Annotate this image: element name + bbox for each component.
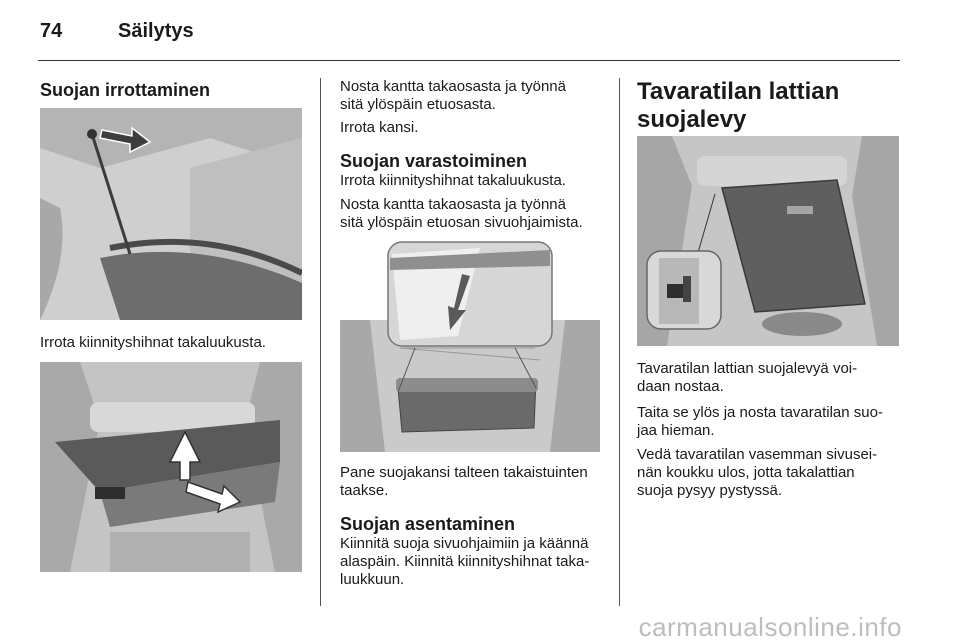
column-divider	[619, 78, 620, 606]
instruction-text	[637, 446, 877, 500]
text-line: daan nostaa.	[637, 378, 724, 395]
instruction-text	[340, 196, 583, 232]
section-title	[637, 78, 839, 134]
watermark: carmanualsonline.info	[638, 612, 902, 642]
floor-panel-hook-illustration	[637, 136, 899, 346]
tailgate-open-arrow-illustration	[40, 108, 302, 320]
running-title: Säilytys	[118, 20, 194, 42]
text-line: Vedä tavaratilan vasemman sivusei-	[637, 446, 878, 463]
cover-storage-detail-illustration	[340, 240, 600, 452]
text-line: nän koukku ulos, jotta takalattian	[637, 464, 855, 481]
cover-lift-arrows-illustration	[40, 362, 302, 572]
text-line: Pane suojakansi talteen takaistuinten	[340, 464, 588, 481]
section-heading: Suojan asentaminen	[340, 514, 516, 534]
column-divider	[320, 78, 321, 606]
text-line: Kiinnitä suoja sivuohjaimiin ja käännä	[340, 535, 589, 552]
instruction-text	[637, 360, 857, 396]
title-line: suojalevy	[637, 106, 747, 133]
instruction-text: Irrota kiinnityshihnat takaluukusta.	[340, 172, 566, 189]
text-line: Tavaratilan lattian suojalevyä voi-	[637, 360, 858, 377]
text-line: Taita se ylös ja nosta tavaratilan suo-	[637, 404, 883, 421]
section-heading: Suojan irrottaminen	[40, 80, 211, 100]
title-line: Tavaratilan lattian	[637, 78, 840, 105]
text-line: jaa hieman.	[637, 422, 715, 439]
text-line: alaspäin. Kiinnitä kiinnityshihnat taka-	[340, 553, 590, 570]
instruction-text	[340, 78, 566, 114]
instruction-text	[637, 404, 883, 440]
instruction-text: Irrota kiinnityshihnat takaluukusta.	[40, 334, 266, 351]
text-line: sitä ylöspäin etuosan sivuohjaimista.	[340, 214, 583, 231]
text-line: sitä ylöspäin etuosasta.	[340, 96, 496, 113]
text-line: taakse.	[340, 482, 389, 499]
text-line: suoja pysyy pystyssä.	[637, 482, 783, 499]
header-rule	[38, 60, 900, 61]
instruction-text	[340, 535, 589, 589]
text-line: Nosta kantta takaosasta ja työnnä	[340, 78, 566, 95]
instruction-text: Irrota kansi.	[340, 119, 419, 136]
text-line: luukkuun.	[340, 571, 405, 588]
text-line: Nosta kantta takaosasta ja työnnä	[340, 196, 566, 213]
page-number: 74	[40, 20, 63, 42]
instruction-text	[340, 464, 588, 500]
section-heading: Suojan varastoiminen	[340, 151, 528, 171]
